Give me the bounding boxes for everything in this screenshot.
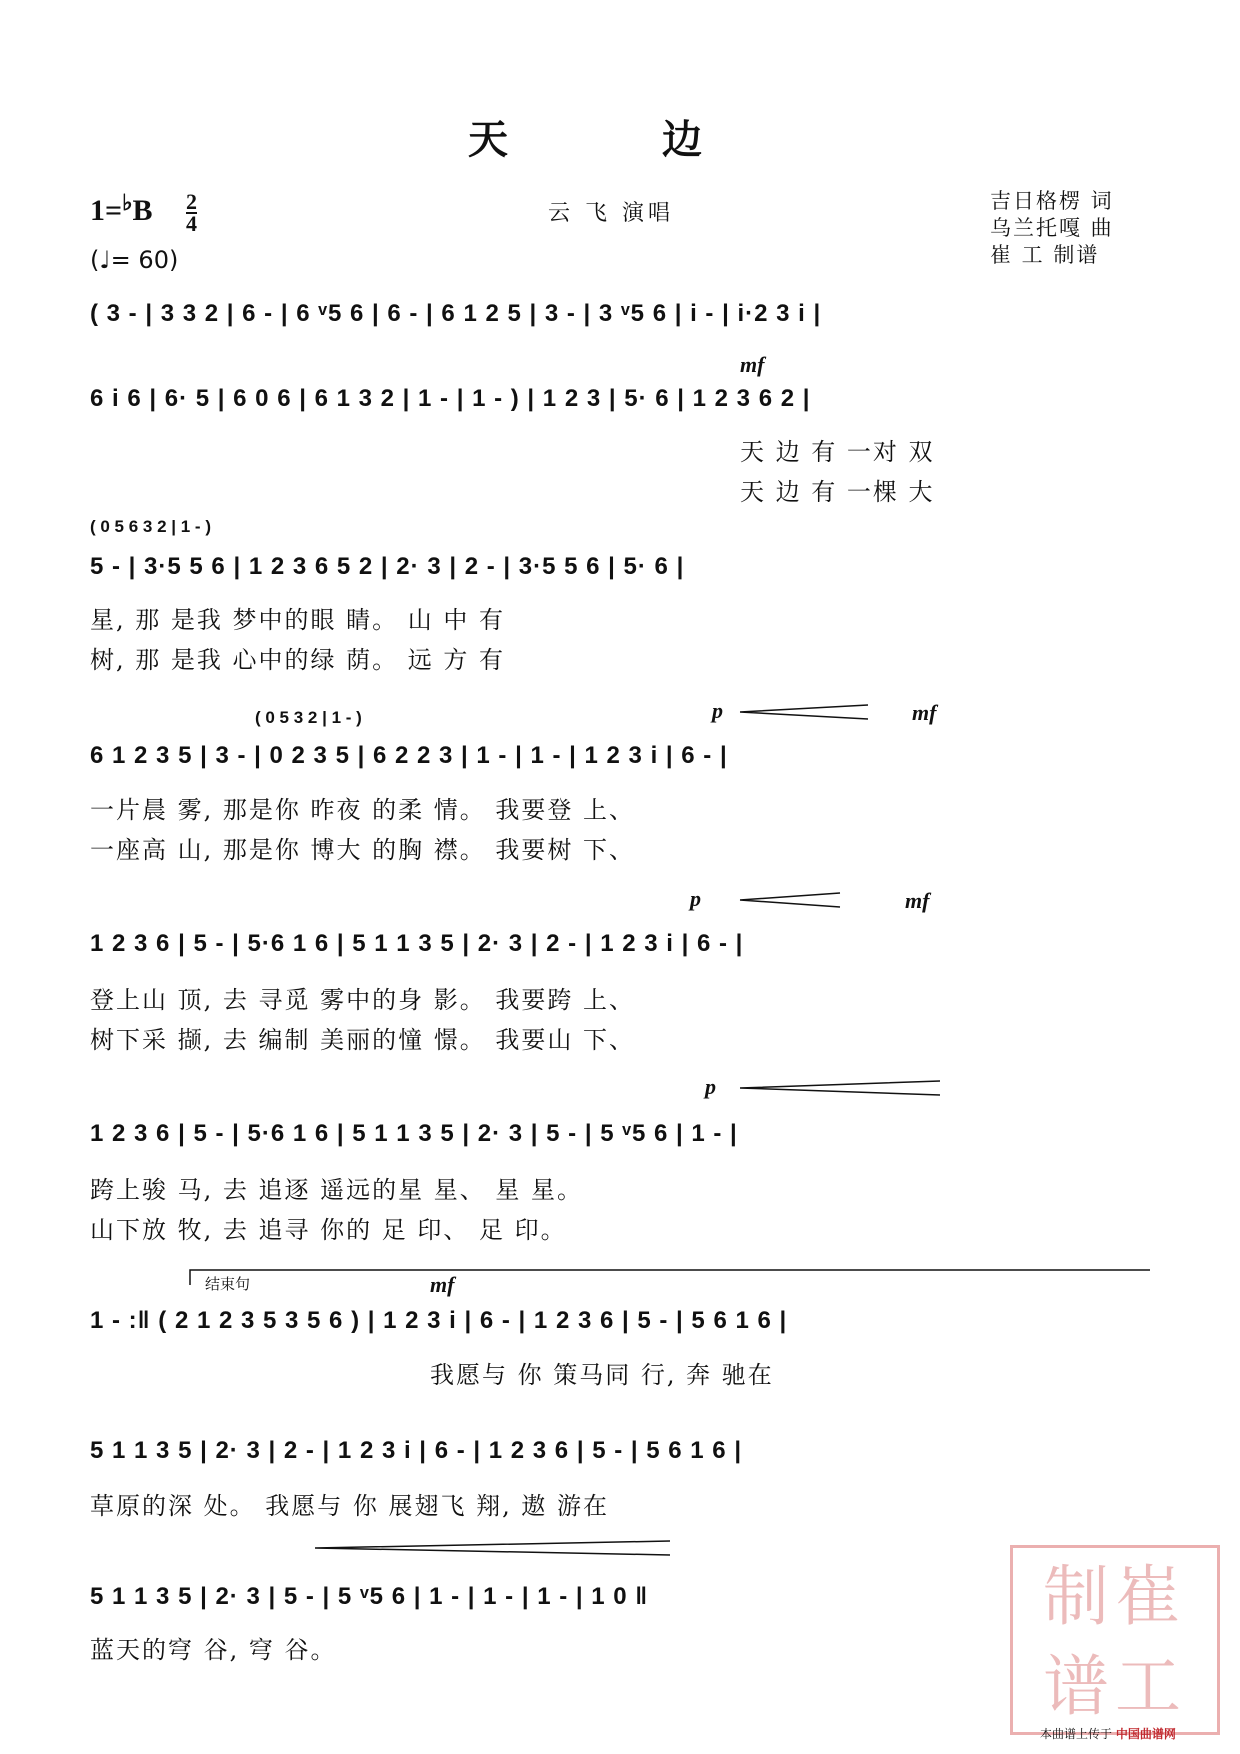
lyrics-row-3-verse-2: 树, 那 是我 心中的绿 荫。 远 方 有 bbox=[90, 646, 506, 674]
hairpin-2 bbox=[740, 893, 840, 907]
meter-top: 2 bbox=[186, 189, 197, 214]
stamp-char: 谱 bbox=[1043, 1648, 1115, 1725]
stamp-char: 崔 bbox=[1115, 1558, 1187, 1635]
page-title: 天 边 bbox=[468, 116, 772, 163]
dynamic-mf: mf bbox=[905, 888, 930, 913]
hairpin-4 bbox=[315, 1541, 670, 1555]
prelude-row-3: ( 0 5 6 3 2 | 1 - ) bbox=[90, 517, 211, 536]
stamp-char: 工 bbox=[1115, 1648, 1187, 1725]
dynamic-mf: mf bbox=[430, 1272, 455, 1297]
notation-row-1: ( 3 - | 3 3 2 | 6 - | 6 ᵛ5 6 | 6 - | 6 1 2 5 | 3 - | 3 ᵛ5 6 | i - | i·2 3 i | bbox=[90, 300, 822, 327]
composer: 乌兰托嘎 曲 bbox=[990, 216, 1114, 240]
tempo-marking: (♩= 60) bbox=[90, 246, 179, 274]
author-credits bbox=[990, 188, 1114, 269]
key-note: B bbox=[132, 194, 153, 227]
lyrics-row-2-verse-2: 天 边 有 一棵 大 bbox=[740, 478, 935, 506]
lyrics-row-2-verse-1: 天 边 有 一对 双 bbox=[740, 438, 935, 466]
notation-row-8: 5 1 1 3 5 | 2· 3 | 2 - | 1 2 3 i | 6 - | 1 2 3 6 | 5 - | 5 6 1 6 | bbox=[90, 1437, 743, 1464]
ending-bracket bbox=[190, 1270, 1150, 1285]
notation-row-6: 1 2 3 6 | 5 - | 5·6 1 6 | 5 1 1 3 5 | 2· 3 | 5 - | 5 ᵛ5 6 | 1 - | bbox=[90, 1120, 738, 1147]
flat-icon: ♭ bbox=[122, 190, 133, 215]
hairpin-3 bbox=[740, 1081, 940, 1095]
transcriber: 崔 工 制谱 bbox=[990, 243, 1100, 267]
ending-label: 结束句 bbox=[205, 1275, 251, 1293]
watermark-stamp bbox=[1010, 1545, 1220, 1735]
meter-bottom: 4 bbox=[186, 211, 197, 236]
dynamic-mf: mf bbox=[740, 352, 765, 377]
hairpin-1 bbox=[740, 705, 868, 719]
notation-row-3: 5 - | 3·5 5 6 | 1 2 3 6 5 2 | 2· 3 | 2 - | 3·5 5 6 | 5· 6 | bbox=[90, 553, 685, 580]
prelude-row-4: ( 0 5 3 2 | 1 - ) bbox=[255, 708, 362, 727]
footer-site-link[interactable]: 中国曲谱网 bbox=[1115, 1727, 1176, 1741]
lyrics-row-5-verse-2: 树下采 撷, 去 编制 美丽的憧 憬。 我要山 下、 bbox=[90, 1026, 636, 1054]
time-signature bbox=[186, 189, 197, 236]
singer-credit: 云 飞 演唱 bbox=[548, 201, 674, 226]
dynamic-p: p bbox=[712, 698, 723, 723]
lyricist: 吉日格楞 词 bbox=[990, 189, 1114, 213]
lyrics-row-3-verse-1: 星, 那 是我 梦中的眼 睛。 山 中 有 bbox=[90, 606, 506, 634]
lyrics-row-4-verse-1: 一片晨 雾, 那是你 昨夜 的柔 情。 我要登 上、 bbox=[90, 796, 636, 824]
footer-text: 本曲谱上传于 bbox=[1040, 1727, 1113, 1741]
dynamic-mf: mf bbox=[912, 700, 937, 725]
footer-credit bbox=[1040, 1725, 1176, 1742]
notation-row-4: 6 1 2 3 5 | 3 - | 0 2 3 5 | 6 2 2 3 | 1 - | 1 - | 1 2 3 i | 6 - | bbox=[90, 742, 728, 769]
stamp-char: 制 bbox=[1043, 1558, 1115, 1635]
key-label: 1= bbox=[90, 194, 123, 227]
lyrics-row-5-verse-1: 登上山 顶, 去 寻觅 雾中的身 影。 我要跨 上、 bbox=[90, 986, 636, 1014]
lyrics-row-6-verse-1: 跨上骏 马, 去 追逐 遥远的星 星、 星 星。 bbox=[90, 1176, 584, 1204]
lyrics-row-6-verse-2: 山下放 牧, 去 追寻 你的 足 印、 足 印。 bbox=[90, 1216, 567, 1244]
notation-row-5: 1 2 3 6 | 5 - | 5·6 1 6 | 5 1 1 3 5 | 2· 3 | 2 - | 1 2 3 i | 6 - | bbox=[90, 930, 744, 957]
notation-row-7: 1 - :‖ ( 2 1 2 3 5 3 5 6 ) | 1 2 3 i | 6 - | 1 2 3 6 | 5 - | 5 6 1 6 | bbox=[90, 1307, 788, 1334]
lyrics-row-4-verse-2: 一座高 山, 那是你 博大 的胸 襟。 我要树 下、 bbox=[90, 836, 636, 864]
dynamic-p: p bbox=[690, 886, 701, 911]
key-signature bbox=[90, 190, 153, 228]
lyrics-row-9: 蓝天的穹 谷, 穹 谷。 bbox=[90, 1636, 337, 1664]
dynamic-p: p bbox=[705, 1074, 716, 1099]
notation-row-9: 5 1 1 3 5 | 2· 3 | 5 - | 5 ᵛ5 6 | 1 - | 1 - | 1 - | 1 0 ‖ bbox=[90, 1583, 649, 1610]
lyrics-row-7: 我愿与 你 策马同 行, 奔 驰在 bbox=[430, 1361, 774, 1389]
notation-row-2: 6 i 6 | 6· 5 | 6 0 6 | 6 1 3 2 | 1 - | 1 - ) | 1 2 3 | 5· 6 | 1 2 3 6 2 | bbox=[90, 385, 811, 412]
lyrics-row-8: 草原的深 处。 我愿与 你 展翅飞 翔, 遨 游在 bbox=[90, 1492, 610, 1520]
